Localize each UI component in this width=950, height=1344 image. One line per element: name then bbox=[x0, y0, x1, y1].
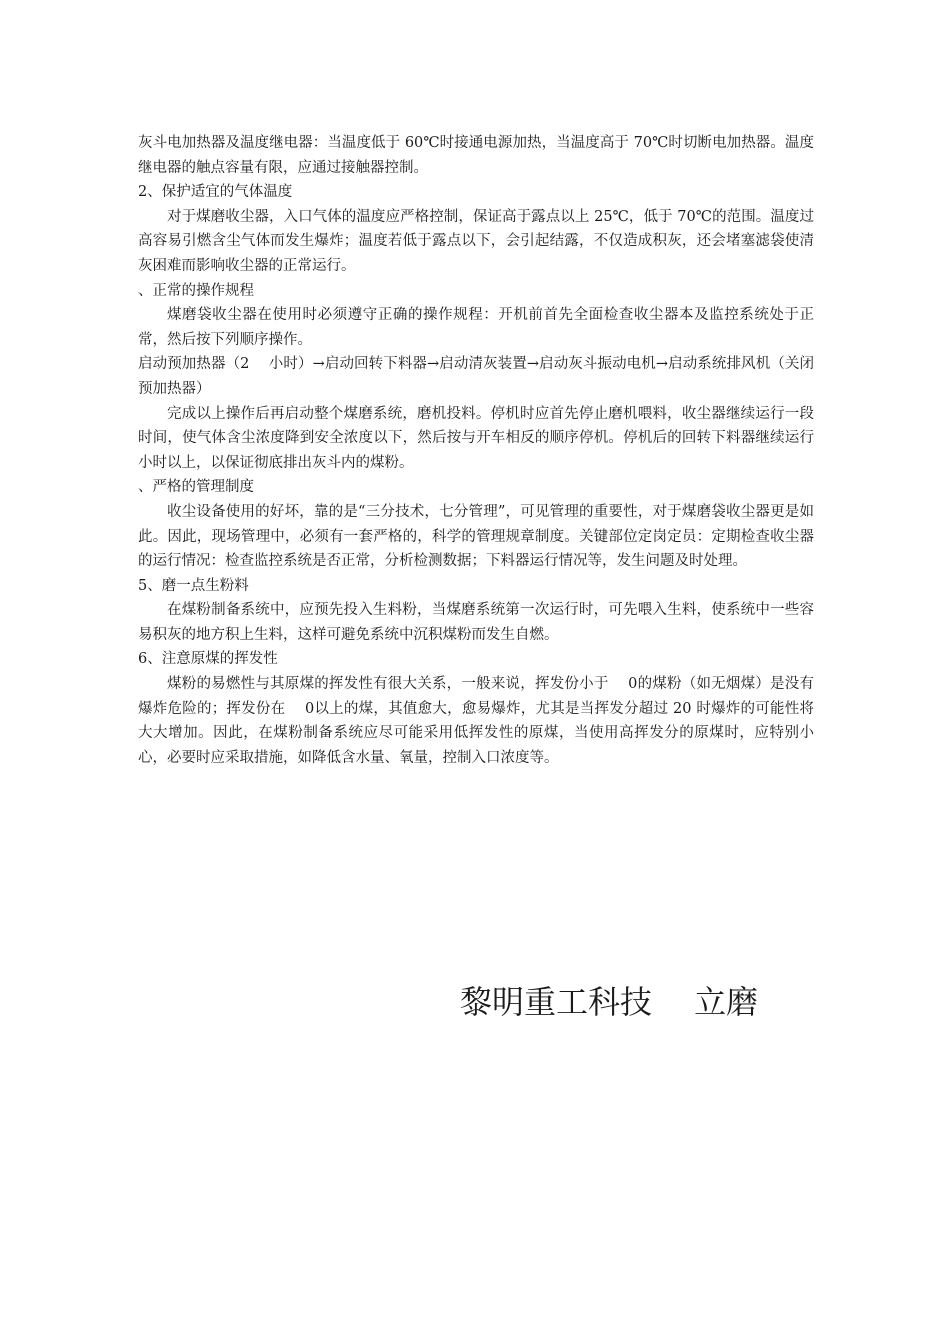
heading-management-system: 、严格的管理制度 bbox=[138, 479, 254, 496]
paragraph-startup-shutdown: 完成以上操作后再启动整个煤磨系统，磨机投料。停机时应首先停止磨机喂料，收尘器继续运行一段时间，使气体含尘浓度降到安全浓度以下，然后按与开车相反的顺序停机。停机后的回转下料器继续运行 小时以上，以保证彻底排出灰斗内的煤粉。 bbox=[138, 405, 829, 471]
paragraph-raw-meal: 在煤粉制备系统中，应预先投入生料粉，当煤磨系统第一次运行时，可先喂入生料，使系统中一些容易积灰的地方积上生料，这样可避免系统中沉积煤粉而发生自燃。 bbox=[138, 602, 814, 643]
paragraph-operating-procedure: 煤磨袋收尘器在使用时必须遵守正确的操作规程：开机前首先全面检查收尘器本及监控系统处于正常，然后按下列顺序操作。 bbox=[138, 307, 814, 348]
paragraph-gas-temperature: 对于煤磨收尘器，入口气体的温度应严格控制，保证高于露点以上 25℃，低于 70℃的范围。温度过高容易引燃含尘气体而发生爆炸；温度若低于露点以下，会引起结露，不仅造成积灰，还会堵塞滤袋使清灰困难而影响收尘器的正常运行。 bbox=[138, 208, 814, 274]
footer-brand: 黎明重工科技 立磨 bbox=[460, 983, 759, 1021]
heading-gas-temperature: 2、保护适宜的气体温度 bbox=[138, 184, 293, 201]
paragraph-startup-sequence: 启动预加热器（2 小时）→启动回转下料器→启动清灰装置→启动灰斗振动电机→启动系统排风机（关闭预加热器） bbox=[138, 356, 814, 397]
heading-operating-procedure: 、正常的操作规程 bbox=[138, 282, 254, 299]
paragraph-management-system: 收尘设备使用的好坏，靠的是“三分技术，七分管理”，可见管理的重要性，对于煤磨袋收尘器更是如此。因此，现场管理中，必须有一套严格的，科学的管理规章制度。关键部位定岗定员：定期检查收尘器的运行情况：检查监控系统是否正常，分析检测数据；下料器运行情况等，发生问题及时处理。 bbox=[138, 503, 814, 570]
document-body bbox=[138, 131, 829, 770]
paragraph-coal-volatility: 煤粉的易燃性与其原煤的挥发性有很大关系，一般来说，挥发份小于 0的煤粉（如无烟煤）是没有爆炸危险的；挥发份在 0以上的煤，其值愈大，愈易爆炸，尤其是当挥发分超过 20 时爆炸的可能性将大大增加。因此，在煤粉制备系统应尽可能采用低挥发性的原煤，当使用高挥发分的原煤时，应特别小心，必要时应采取措施，如降低含水量、氧量，控制入口浓度等。 bbox=[138, 676, 814, 766]
heading-raw-meal: 5、磨一点生粉料 bbox=[138, 577, 249, 594]
paragraph-heater-relay: 灰斗电加热器及温度继电器：当温度低于 60℃时接通电源加热，当温度高于 70℃时切断电加热器。温度继电器的触点容量有限，应通过接触器控制。 bbox=[138, 135, 814, 176]
heading-coal-volatility: 6、注意原煤的挥发性 bbox=[138, 651, 278, 668]
